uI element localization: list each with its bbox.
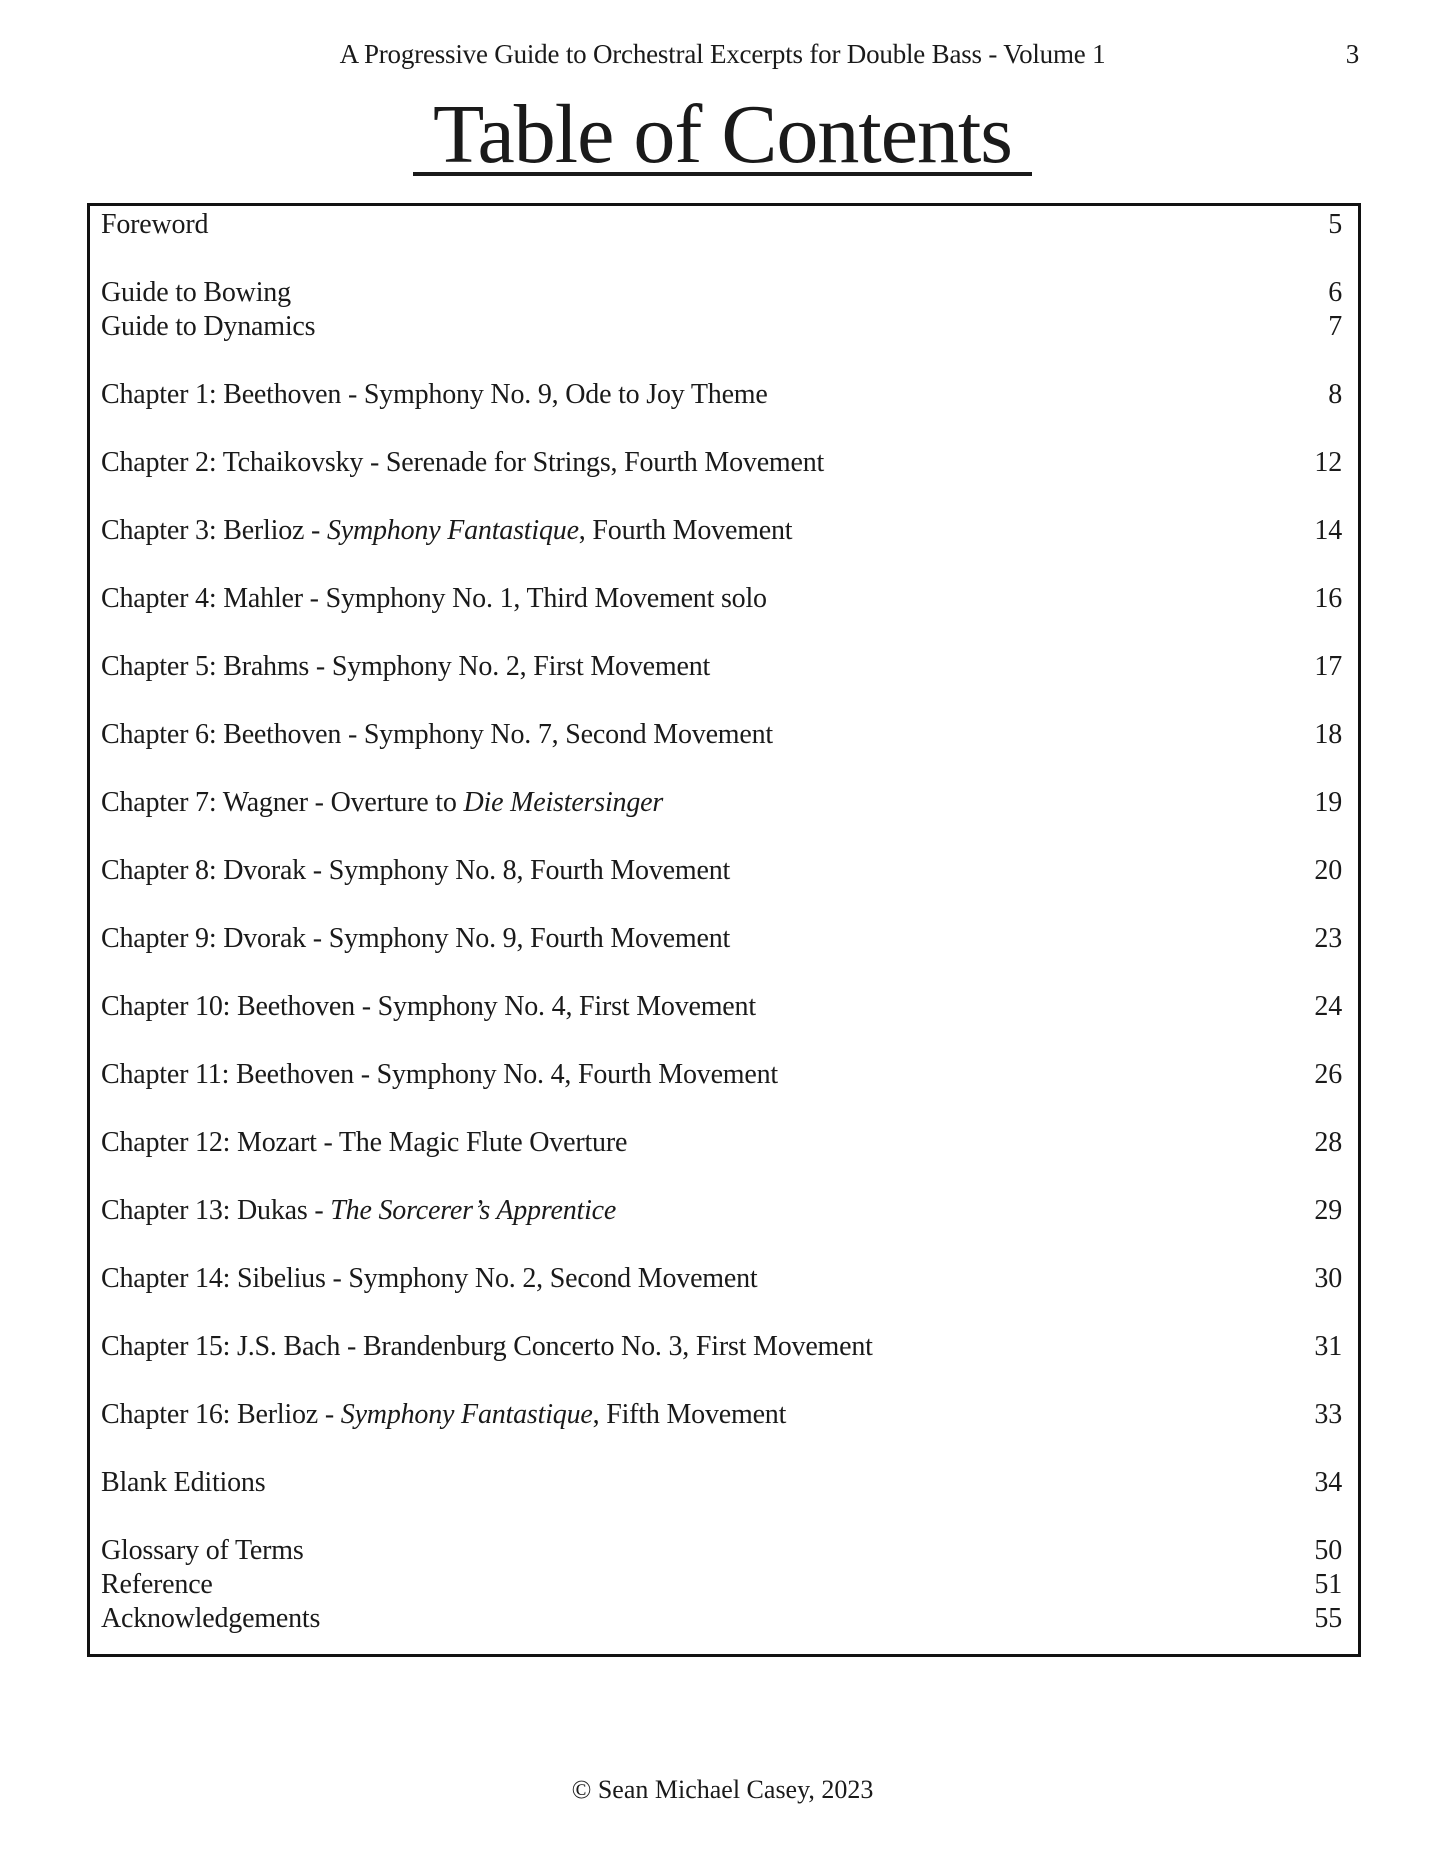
title-text-segment: Chapter 11: Beethoven - Symphony No. 4, Fourth Movement bbox=[101, 1059, 778, 1090]
toc-row bbox=[101, 1602, 1342, 1636]
toc-entry-title bbox=[101, 718, 1270, 752]
title-italic-segment: Symphony Fantastique bbox=[340, 1399, 593, 1430]
toc-group bbox=[101, 276, 1342, 344]
toc-row bbox=[101, 922, 1342, 956]
toc-row bbox=[101, 1398, 1342, 1432]
title-text-segment: Chapter 7: Wagner - Overture to bbox=[101, 787, 464, 818]
toc-row bbox=[101, 1126, 1342, 1160]
toc-entry-title bbox=[101, 1602, 1270, 1636]
running-header-page-number: 3 bbox=[1345, 39, 1359, 69]
toc-entry-page-number: 28 bbox=[1314, 1127, 1342, 1158]
toc-entry-title bbox=[101, 922, 1270, 956]
toc-row bbox=[101, 1568, 1342, 1602]
toc-entry-title bbox=[101, 990, 1270, 1024]
toc-entry-title bbox=[101, 1194, 1270, 1228]
toc-row bbox=[101, 1330, 1342, 1364]
title-text-segment: Chapter 15: J.S. Bach - Brandenburg Concerto No. 3, First Movement bbox=[101, 1331, 873, 1362]
toc-row bbox=[101, 1534, 1342, 1568]
running-header bbox=[0, 38, 1445, 70]
page-title-wrap bbox=[0, 88, 1445, 181]
toc-row bbox=[101, 446, 1342, 480]
title-text-segment: Chapter 12: Mozart - The Magic Flute Overture bbox=[101, 1127, 628, 1158]
title-text-segment: Chapter 5: Brahms - Symphony No. 2, First Movement bbox=[101, 651, 711, 682]
toc-entry-page-number: 24 bbox=[1314, 991, 1342, 1022]
toc-group bbox=[101, 446, 1342, 480]
toc-entry-page-number: 5 bbox=[1328, 209, 1342, 240]
toc-row bbox=[101, 310, 1342, 344]
toc-entry-title bbox=[101, 582, 1270, 616]
toc-entry-title bbox=[101, 1466, 1270, 1500]
toc-group bbox=[101, 1330, 1342, 1364]
toc-entry-page-number: 33 bbox=[1314, 1399, 1342, 1430]
page-title: Table of Contents bbox=[413, 98, 1032, 176]
toc-entry-page-number: 17 bbox=[1314, 651, 1342, 682]
toc-row bbox=[101, 990, 1342, 1024]
toc-group bbox=[101, 1466, 1342, 1500]
toc-row bbox=[101, 276, 1342, 310]
toc-group bbox=[101, 1058, 1342, 1092]
title-text-segment: Chapter 8: Dvorak - Symphony No. 8, Fourth Movement bbox=[101, 855, 731, 886]
toc-entry-page-number: 26 bbox=[1314, 1059, 1342, 1090]
toc-entry-title bbox=[101, 208, 1270, 242]
title-text-segment: Guide to Bowing bbox=[101, 277, 291, 308]
running-header-title: A Progressive Guide to Orchestral Excerpts for Double Bass - Volume 1 bbox=[339, 39, 1106, 69]
toc-box bbox=[87, 203, 1361, 1657]
toc-entry-title bbox=[101, 378, 1270, 412]
toc-entry-page-number: 19 bbox=[1314, 787, 1342, 818]
footer-copyright: © Sean Michael Casey, 2023 bbox=[571, 1775, 874, 1804]
toc-row bbox=[101, 1058, 1342, 1092]
toc-entry-title bbox=[101, 1330, 1270, 1364]
toc-group bbox=[101, 1534, 1342, 1636]
title-italic-segment: Symphony Fantastique bbox=[326, 515, 579, 546]
title-text-segment: Chapter 3: Berlioz - bbox=[101, 515, 327, 546]
toc-row bbox=[101, 582, 1342, 616]
toc-entry-page-number: 23 bbox=[1314, 923, 1342, 954]
toc-group bbox=[101, 854, 1342, 888]
toc-group bbox=[101, 786, 1342, 820]
title-text-segment: , Fourth Movement bbox=[578, 515, 793, 546]
toc-group bbox=[101, 1398, 1342, 1432]
title-text-segment: Chapter 14: Sibelius - Symphony No. 2, Second Movement bbox=[101, 1263, 758, 1294]
toc-row bbox=[101, 514, 1342, 548]
toc-group bbox=[101, 990, 1342, 1024]
toc-row bbox=[101, 650, 1342, 684]
toc-entry-title bbox=[101, 1534, 1270, 1568]
toc-entry-title bbox=[101, 514, 1270, 548]
toc-row bbox=[101, 854, 1342, 888]
toc-row bbox=[101, 208, 1342, 242]
toc-entry-page-number: 50 bbox=[1314, 1535, 1342, 1566]
toc-row bbox=[101, 1194, 1342, 1228]
toc-entry-page-number: 51 bbox=[1314, 1569, 1342, 1600]
toc-row bbox=[101, 1262, 1342, 1296]
toc-row bbox=[101, 786, 1342, 820]
toc-entry-title bbox=[101, 1058, 1270, 1092]
title-italic-segment: The Sorcerer’s Apprentice bbox=[330, 1195, 617, 1226]
toc-group bbox=[101, 582, 1342, 616]
toc-entry-title bbox=[101, 310, 1270, 344]
title-text-segment: Acknowledgements bbox=[101, 1603, 321, 1634]
toc-entry-page-number: 31 bbox=[1314, 1331, 1342, 1362]
toc-entry-page-number: 29 bbox=[1314, 1195, 1342, 1226]
toc-group bbox=[101, 1194, 1342, 1228]
title-text-segment: Chapter 6: Beethoven - Symphony No. 7, Second Movement bbox=[101, 719, 773, 750]
toc-group bbox=[101, 1126, 1342, 1160]
title-text-segment: Chapter 2: Tchaikovsky - Serenade for Strings, Fourth Movement bbox=[101, 447, 825, 478]
title-text-segment: Foreword bbox=[101, 209, 209, 240]
toc-entry-title bbox=[101, 650, 1270, 684]
toc-entry-page-number: 14 bbox=[1314, 515, 1342, 546]
toc-entry-title bbox=[101, 1262, 1270, 1296]
toc-entry-title bbox=[101, 854, 1270, 888]
toc-entry-title bbox=[101, 1568, 1270, 1602]
toc-group bbox=[101, 378, 1342, 412]
toc-row bbox=[101, 1466, 1342, 1500]
title-text-segment: Glossary of Terms bbox=[101, 1535, 304, 1566]
toc-entry-title bbox=[101, 1398, 1270, 1432]
toc-entry-page-number: 16 bbox=[1314, 583, 1342, 614]
toc-row bbox=[101, 378, 1342, 412]
toc-group bbox=[101, 1262, 1342, 1296]
toc-entry-title bbox=[101, 786, 1270, 820]
toc-entry-title bbox=[101, 276, 1270, 310]
title-text-segment: Chapter 10: Beethoven - Symphony No. 4, First Movement bbox=[101, 991, 756, 1022]
toc-entry-page-number: 6 bbox=[1328, 277, 1342, 308]
toc-group bbox=[101, 922, 1342, 956]
title-text-segment: , Fifth Movement bbox=[592, 1399, 787, 1430]
title-text-segment: Reference bbox=[101, 1569, 213, 1600]
toc-entry-page-number: 55 bbox=[1314, 1603, 1342, 1634]
toc-group bbox=[101, 718, 1342, 752]
title-text-segment: Guide to Dynamics bbox=[101, 311, 316, 342]
toc-entry-page-number: 18 bbox=[1314, 719, 1342, 750]
title-text-segment: Blank Editions bbox=[101, 1467, 266, 1498]
toc-group bbox=[101, 514, 1342, 548]
title-text-segment: Chapter 9: Dvorak - Symphony No. 9, Fourth Movement bbox=[101, 923, 731, 954]
title-italic-segment: Die Meistersinger bbox=[463, 787, 664, 818]
toc-entry-page-number: 34 bbox=[1314, 1467, 1342, 1498]
title-text-segment: Chapter 13: Dukas - bbox=[101, 1195, 331, 1226]
toc-entry-page-number: 12 bbox=[1314, 447, 1342, 478]
toc-group bbox=[101, 208, 1342, 242]
title-text-segment: Chapter 4: Mahler - Symphony No. 1, Third Movement solo bbox=[101, 583, 767, 614]
toc-group bbox=[101, 650, 1342, 684]
toc-entry-page-number: 30 bbox=[1314, 1263, 1342, 1294]
toc-entry-title bbox=[101, 446, 1270, 480]
title-text-segment: Chapter 1: Beethoven - Symphony No. 9, Ode to Joy Theme bbox=[101, 379, 768, 410]
toc-row bbox=[101, 718, 1342, 752]
toc-entry-page-number: 8 bbox=[1328, 379, 1342, 410]
title-text-segment: Chapter 16: Berlioz - bbox=[101, 1399, 341, 1430]
toc-entry-page-number: 20 bbox=[1314, 855, 1342, 886]
toc-entry-page-number: 7 bbox=[1328, 311, 1342, 342]
toc-entry-title bbox=[101, 1126, 1270, 1160]
